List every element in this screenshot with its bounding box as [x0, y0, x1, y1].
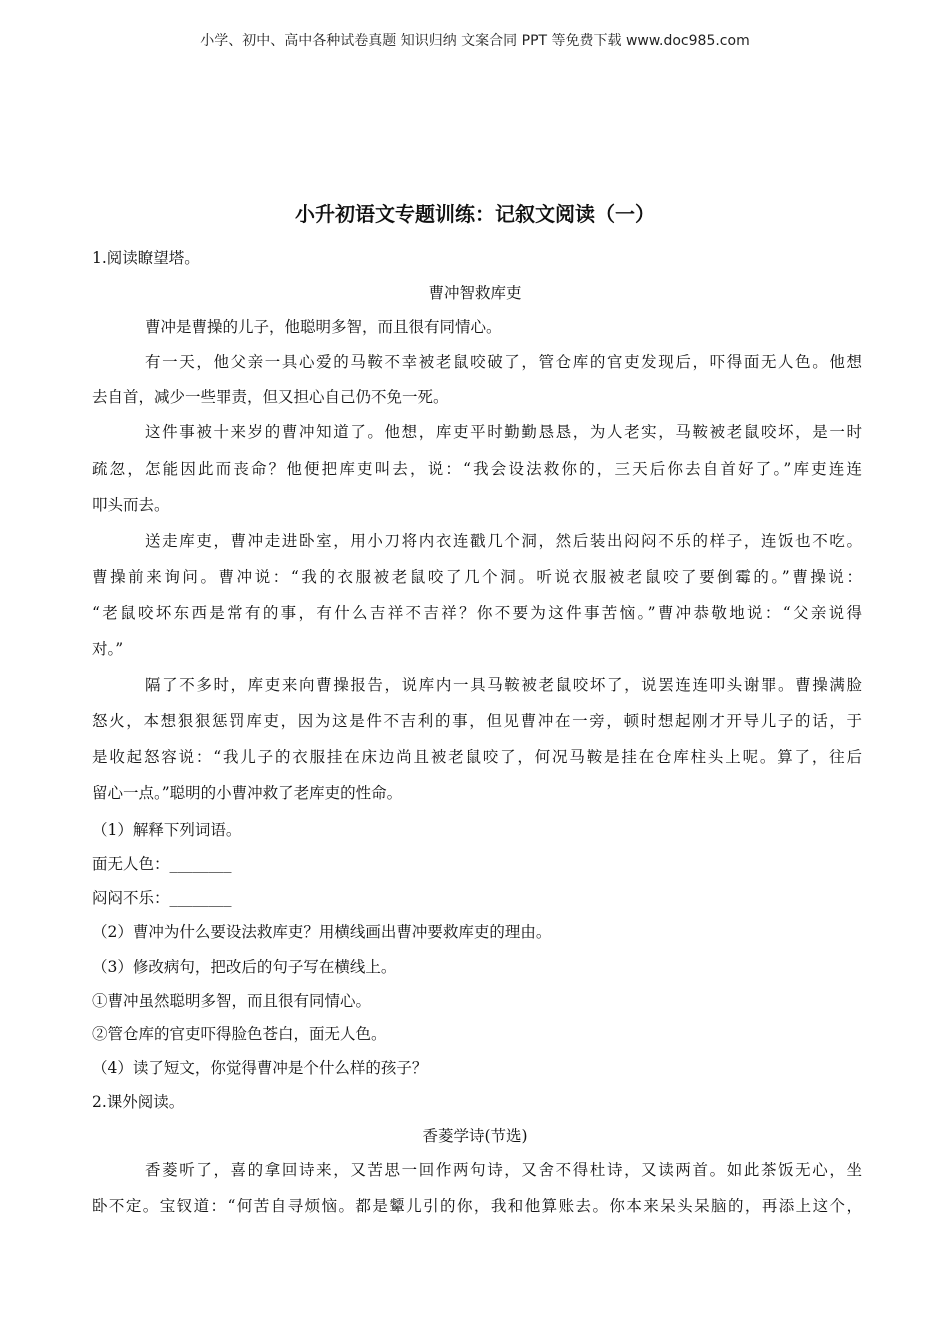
vocab-blank: 面无人色：________: [92, 855, 232, 873]
paragraph-line: 隔了不多时，库吏来向曹操报告，说库内一具马鞍被老鼠咬坏了，说罢连连叩头谢罪。曹操满脸: [145, 676, 862, 694]
question-1-heading: 1.阅读瞭望塔。: [92, 249, 200, 267]
vocab-blank: 闷闷不乐：________: [92, 889, 232, 907]
paragraph-line: 曹冲是曹操的儿子，他聪明多智，而且很有同情心。: [145, 318, 502, 336]
question-item: （2）曹冲为什么要设法救库吏？用横线画出曹冲要救库吏的理由。: [92, 923, 552, 941]
site-header-banner: 小学、初中、高中各种试卷真题 知识归纳 文案合同 PPT 等免费下载 www.doc985.com: [200, 33, 750, 49]
paragraph-line: 叩头而去。: [92, 496, 170, 514]
question-item: （3）修改病句，把改后的句子写在横线上。: [92, 958, 397, 976]
question-item: （4）读了短文，你觉得曹冲是个什么样的孩子？: [92, 1059, 428, 1077]
paragraph-line: 香菱听了，喜的拿回诗来，又苦思一回作两句诗，又舍不得杜诗，又读两首。如此茶饭无心，坐: [145, 1161, 862, 1179]
paragraph-line: 送走库吏，曹冲走进卧室，用小刀将内衣连戳几个洞，然后装出闷闷不乐的样子，连饭也不吃。: [145, 532, 862, 550]
paragraph-line: 对。”: [92, 640, 124, 658]
paragraph-line: 怒火，本想狠狠惩罚库吏，因为这是件不吉利的事，但见曹冲在一旁，顿时想起刚才开导儿子的话，于: [92, 712, 862, 730]
question-item: （1）解释下列词语。: [92, 821, 242, 839]
paragraph-line: 有一天，他父亲一具心爱的马鞍不幸被老鼠咬破了，管仓库的官吏发现后，吓得面无人色。他想: [145, 353, 862, 371]
paragraph-line: 卧不定。宝钗道：“何苦自寻烦恼。都是颦儿引的你，我和他算账去。你本来呆头呆脑的，再添上这个，: [92, 1197, 862, 1215]
paragraph-line: 疏忽，怎能因此而丧命？他便把库吏叫去，说：“我会设法救你的，三天后你去自首好了。”库吏连连: [92, 460, 862, 478]
sentence-item: ②管仓库的官吏吓得脸色苍白，面无人色。: [92, 1025, 387, 1043]
paragraph-line: 曹操前来询问。曹冲说：“我的衣服被老鼠咬了几个洞。听说衣服被老鼠咬了要倒霉的。”曹操说：: [92, 568, 862, 586]
question-2-heading: 2.课外阅读。: [92, 1093, 185, 1111]
paragraph-line: “老鼠咬坏东西是常有的事，有什么吉祥不吉祥？你不要为这件事苦恼。”曹冲恭敬地说：“父亲说得: [92, 604, 862, 622]
sentence-item: ①曹冲虽然聪明多智，而且很有同情心。: [92, 992, 372, 1010]
story-title: 曹冲智救库吏: [428, 284, 522, 302]
paragraph-line: 是收起怒容说：“我儿子的衣服挂在床边尚且被老鼠咬了，何况马鞍是挂在仓库柱头上呢。算了，往后: [92, 748, 862, 766]
paragraph-line: 留心一点。”聪明的小曹冲救了老库吏的性命。: [92, 784, 403, 802]
story-title: 香菱学诗(节选): [422, 1127, 528, 1145]
paragraph-line: 去自首，减少一些罪责，但又担心自己仍不免一死。: [92, 388, 449, 406]
page-title: 小升初语文专题训练：记叙文阅读（一）: [295, 202, 655, 226]
paragraph-line: 这件事被十来岁的曹冲知道了。他想，库吏平时勤勤恳恳，为人老实，马鞍被老鼠咬坏，是一时: [145, 423, 862, 441]
